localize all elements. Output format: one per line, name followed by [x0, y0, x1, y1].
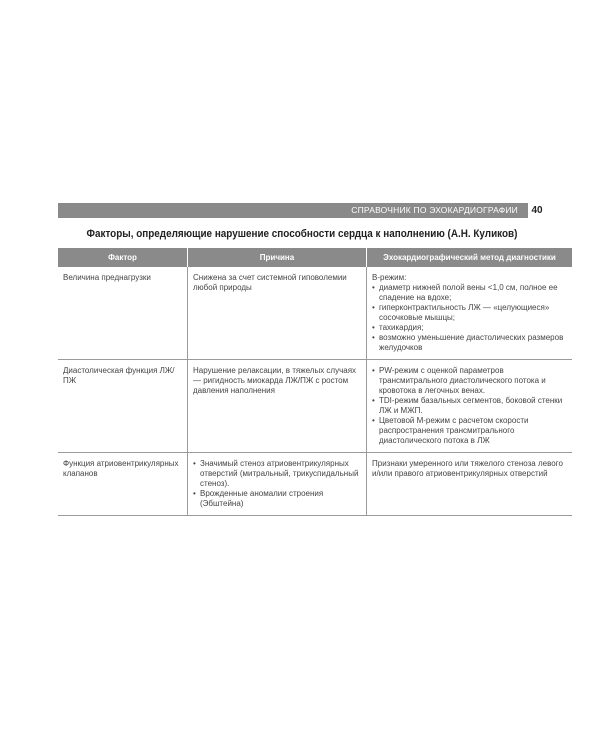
cell-cause: Нарушение релаксации, в тяжелых случаях — ригидность миокарда ЛЖ/ПЖ с ростом давления наполнения — [188, 360, 367, 453]
method-list — [372, 283, 567, 353]
list-item: • гиперконтрактильность ЛЖ — «целующиеся» сосочковые мышцы; — [372, 303, 567, 323]
table-header-row — [58, 248, 572, 267]
list-item: • Врожденные аномалии строения (Эбштейна) — [193, 489, 361, 509]
cell-factor: Диастолическая функция ЛЖ/ПЖ — [58, 360, 188, 453]
cell-factor: Функция атриовентрикулярных клапанов — [58, 453, 188, 516]
factors-table — [58, 248, 572, 516]
column-header-method: Эхокардиографический метод диагностики — [367, 248, 573, 267]
cell-cause — [188, 453, 367, 516]
cause-list — [193, 459, 361, 509]
table-row — [58, 360, 572, 453]
table-title: Факторы, определяющие нарушение способности сердца к наполнению (А.Н. Куликов) — [86, 228, 518, 240]
running-title: СПРАВОЧНИК ПО ЭХОКАРДИОГРАФИИ — [351, 205, 518, 215]
list-item: • возможно уменьшение диастолических размеров желудочков — [372, 333, 567, 353]
table-row — [58, 267, 572, 360]
running-header — [58, 203, 528, 218]
list-item: • PW-режим с оценкой параметров трансмитрального диастолического потока и кровотока в легочных венах. — [372, 366, 567, 396]
cell-method — [367, 267, 573, 360]
cell-cause: Снижена за счет системной гиповолемии любой природы — [188, 267, 367, 360]
list-item: • Цветовой М-режим с расчетом скорости распространения трансмитрального диастолического потока в ЛЖ — [372, 416, 567, 446]
cell-method: Признаки умеренного или тяжелого стеноза левого и/или правого атриовентрикулярных отверстий — [367, 453, 573, 516]
list-item: • TDI-режим базальных сегментов, боковой стенки ЛЖ и МЖП. — [372, 396, 567, 416]
cell-method — [367, 360, 573, 453]
table-row — [58, 453, 572, 516]
column-header-cause: Причина — [188, 248, 367, 267]
list-item: • тахикардия; — [372, 323, 567, 333]
method-intro: В-режим: — [372, 273, 407, 282]
column-header-factor: Фактор — [58, 248, 188, 267]
list-item: • диаметр нижней полой вены <1,0 см, полное ее спадение на вдохе; — [372, 283, 567, 303]
cell-factor: Величина преднагрузки — [58, 267, 188, 360]
list-item: • Значимый стеноз атриовентрикулярных отверстий (митральный, трикуспидальный стеноз). — [193, 459, 361, 489]
method-list — [372, 366, 567, 446]
page-number: 40 — [531, 205, 543, 216]
